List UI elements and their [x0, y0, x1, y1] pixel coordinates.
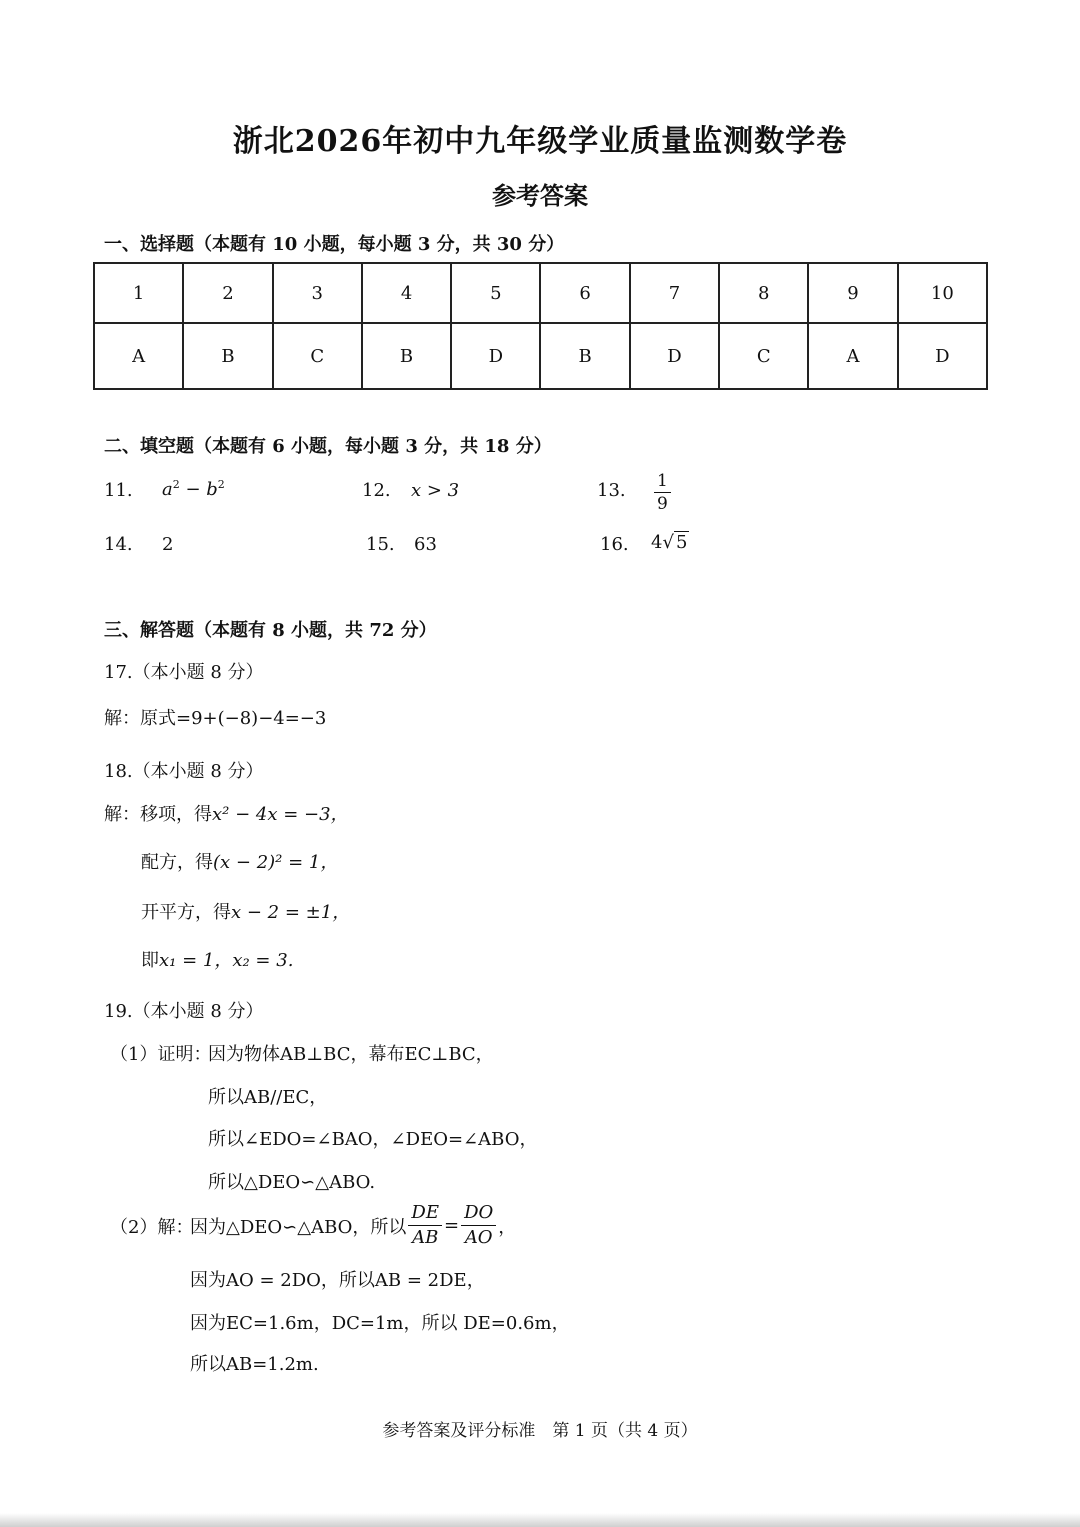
fill-number-14: 14. [104, 534, 133, 555]
q19-header: 19.（本小题 8 分） [104, 1001, 264, 1022]
equation: x − 2 = ±1， [231, 902, 351, 923]
choice-answer: C [273, 323, 362, 389]
q19-part1-line: 所以∠EDO=∠BAO，∠DEO=∠ABO， [208, 1129, 538, 1150]
choice-answer: A [94, 323, 183, 389]
question-number: 10 [898, 263, 987, 323]
q17-solution: 解：原式=9+(−8)−4=−3 [104, 708, 327, 729]
choice-answer: D [630, 323, 719, 389]
q18-step4 [141, 946, 293, 972]
fill-answer-11 [162, 478, 225, 500]
step-label: 因为△DEO∽△ABO，所以 [190, 1216, 407, 1238]
question-number: 2 [183, 263, 272, 323]
section1-heading: 一、选择题（本题有 10 小题，每小题 3 分，共 30 分） [104, 234, 565, 255]
answer-table [93, 262, 988, 390]
step-label: 解：移项，得 [104, 804, 212, 825]
q19-part2-line: 因为AO = 2DO，所以AB = 2DE， [190, 1270, 485, 1291]
minus-sign: − [179, 479, 207, 500]
q18-header: 18.（本小题 8 分） [104, 761, 264, 782]
step-label: 即 [141, 950, 159, 971]
fill-number-12: 12. [362, 480, 391, 501]
q19-part1-label: （1）证明： [110, 1044, 212, 1065]
fill-answer-13 [652, 470, 673, 515]
fill-answer-12: x > 3 [411, 480, 460, 501]
denominator: 9 [657, 494, 668, 514]
fill-number-11: 11. [104, 480, 133, 501]
denominator: AB [412, 1227, 439, 1248]
numerator: DO [461, 1201, 496, 1226]
equation: x₁ = 1，x₂ = 3. [159, 950, 294, 971]
scan-edge [0, 1513, 1080, 1527]
q19-part2-line: 所以AB=1.2m. [190, 1354, 319, 1375]
section2-heading: 二、填空题（本题有 6 小题，每小题 3 分，共 18 分） [104, 436, 552, 457]
sqrt-icon: √ [662, 532, 674, 553]
comma: ， [498, 1216, 517, 1238]
q19-part2-line: 因为EC=1.6m，DC=1m，所以 DE=0.6m， [190, 1313, 570, 1334]
question-number: 7 [630, 263, 719, 323]
equation: x² − 4x = −3， [212, 804, 349, 825]
question-number: 6 [540, 263, 629, 323]
var-b: b [206, 479, 218, 500]
choice-answer: D [898, 323, 987, 389]
step-label: 配方，得 [141, 852, 213, 873]
var-a: a [162, 479, 173, 500]
choice-answer: D [451, 323, 540, 389]
question-number: 1 [94, 263, 183, 323]
coefficient: 4 [651, 532, 663, 553]
q18-step3 [141, 898, 350, 924]
exponent: 2 [172, 478, 180, 491]
exponent: 2 [217, 478, 225, 491]
radicand: 5 [675, 532, 688, 553]
choice-answer: B [183, 323, 272, 389]
q19-part2-label: （2）解： [110, 1217, 194, 1238]
fill-answer-14: 2 [162, 534, 174, 555]
question-number: 5 [451, 263, 540, 323]
question-number: 9 [808, 263, 897, 323]
q19-part2-line1 [190, 1201, 516, 1250]
denominator: AO [464, 1227, 493, 1248]
q19-part1-line: 因为物体AB⊥BC，幕布EC⊥BC， [208, 1044, 494, 1065]
page-subtitle: 参考答案 [492, 181, 588, 210]
question-number: 3 [273, 263, 362, 323]
choice-answer: B [540, 323, 629, 389]
section3-heading: 三、解答题（本题有 8 小题，共 72 分） [104, 620, 437, 641]
fill-number-15: 15. [366, 534, 395, 555]
choice-answer: B [362, 323, 451, 389]
choice-answer: C [719, 323, 808, 389]
numerator: 1 [654, 470, 671, 493]
q18-step2 [141, 848, 338, 874]
equals-sign: = [444, 1215, 460, 1236]
page-title: 浙北2026年初中九年级学业质量监测数学卷 [232, 124, 848, 159]
question-number: 4 [362, 263, 451, 323]
equation: (x − 2)² = 1， [213, 852, 339, 873]
q19-part1-line: 所以AB//EC， [208, 1087, 328, 1108]
fill-number-13: 13. [597, 480, 626, 501]
q17-header: 17.（本小题 8 分） [104, 662, 264, 683]
fill-number-16: 16. [600, 534, 629, 555]
q19-part1-line: 所以△DEO∽△ABO. [208, 1172, 376, 1193]
page-footer: 参考答案及评分标准 第 1 页（共 4 页） [382, 1421, 698, 1441]
fill-answer-15: 63 [414, 534, 437, 555]
q18-step1 [104, 800, 349, 826]
numerator: DE [408, 1201, 442, 1226]
step-label: 开平方，得 [141, 902, 231, 923]
fill-answer-16 [651, 532, 689, 553]
choice-answer: A [808, 323, 897, 389]
question-number: 8 [719, 263, 808, 323]
